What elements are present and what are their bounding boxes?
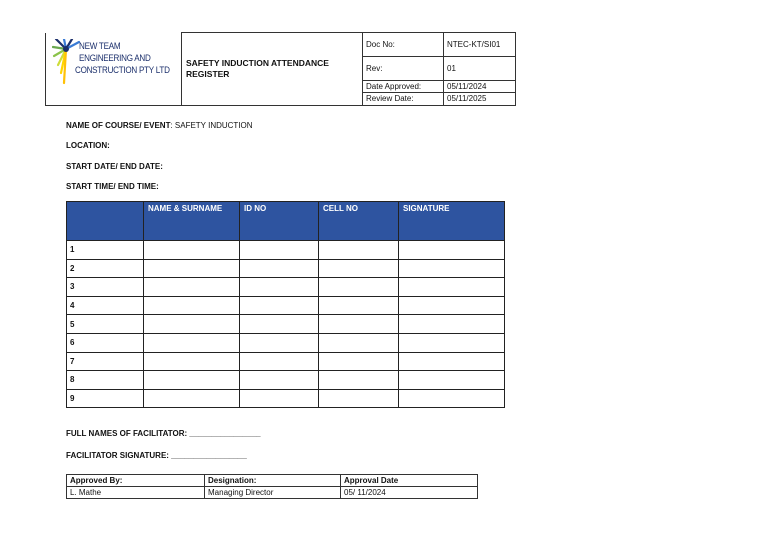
course-value: : SAFETY INDUCTION [170,121,253,130]
row-number: 6 [67,333,144,352]
cell-no-cell[interactable] [319,296,399,315]
id-cell[interactable] [240,296,319,315]
times-field [66,182,159,191]
id-cell[interactable] [240,333,319,352]
times-label: START TIME/ END TIME: [66,182,159,191]
signature-cell[interactable] [399,352,505,371]
date-approved-value: 05/11/2024 [444,81,516,93]
company-name-line3: CONSTRUCTION PTY LTD [75,64,170,76]
attendance-header-row [67,202,505,241]
cell-no-cell[interactable] [319,371,399,390]
row-number: 8 [67,371,144,390]
cell-no-cell[interactable] [319,315,399,334]
date-approved-label: Date Approved: [363,81,444,93]
location-label: LOCATION: [66,141,110,150]
doc-no-value: NTEC-KT/SI01 [444,33,516,57]
table-row [67,259,505,278]
doc-no-label: Doc No: [363,33,444,57]
name-cell[interactable] [144,371,240,390]
logo-cell [46,33,182,106]
table-row [67,371,505,390]
column-header-name: NAME & SURNAME [144,202,240,241]
signature-cell[interactable] [399,259,505,278]
cell-no-cell[interactable] [319,352,399,371]
column-header-id: ID NO [240,202,319,241]
table-row [67,296,505,315]
dates-field [66,162,163,171]
signature-cell[interactable] [399,371,505,390]
review-date-label: Review Date: [363,93,444,105]
column-header-cell: CELL NO [319,202,399,241]
document-title: SAFETY INDUCTION ATTENDANCE REGISTER [182,33,363,106]
dates-label: START DATE/ END DATE: [66,162,163,171]
approval-date-label: Approval Date [341,475,478,487]
row-number: 2 [67,259,144,278]
signature-cell[interactable] [399,315,505,334]
row-number: 9 [67,389,144,408]
name-cell[interactable] [144,278,240,297]
column-header-number [67,202,144,241]
column-header-signature: SIGNATURE [399,202,505,241]
name-cell[interactable] [144,389,240,408]
rev-value: 01 [444,57,516,81]
signature-cell[interactable] [399,389,505,408]
company-logo [49,33,178,105]
signature-cell[interactable] [399,241,505,260]
designation-label: Designation: [205,475,341,487]
id-cell[interactable] [240,389,319,408]
row-number: 5 [67,315,144,334]
name-cell[interactable] [144,296,240,315]
id-cell[interactable] [240,259,319,278]
facilitator-signature-field[interactable]: FACILITATOR SIGNATURE: _________________ [66,451,247,460]
company-name-line2: ENGINEERING AND [79,52,151,64]
rev-label: Rev: [363,57,444,81]
cell-no-cell[interactable] [319,259,399,278]
approval-date-value: 05/ 11/2024 [341,487,478,499]
signature-cell[interactable] [399,278,505,297]
designation-value: Managing Director [205,487,341,499]
table-row [67,352,505,371]
id-cell[interactable] [240,371,319,390]
table-row [67,278,505,297]
review-date-value: 05/11/2025 [444,93,516,105]
name-cell[interactable] [144,315,240,334]
approved-by-value: L. Mathe [67,487,205,499]
name-cell[interactable] [144,259,240,278]
facilitator-names-field[interactable]: FULL NAMES OF FACILITATOR: ________________ [66,429,261,438]
row-number: 4 [67,296,144,315]
row-number: 7 [67,352,144,371]
row-number: 3 [67,278,144,297]
course-field [66,121,253,130]
company-name-line1: NEW TEAM [79,40,121,52]
table-row [67,389,505,408]
cell-no-cell[interactable] [319,333,399,352]
cell-no-cell[interactable] [319,241,399,260]
table-row [67,333,505,352]
approved-by-label: Approved By: [67,475,205,487]
name-cell[interactable] [144,333,240,352]
location-field [66,141,110,150]
row-number: 1 [67,241,144,260]
signature-cell[interactable] [399,296,505,315]
name-cell[interactable] [144,241,240,260]
table-row [67,241,505,260]
id-cell[interactable] [240,315,319,334]
table-row [67,315,505,334]
id-cell[interactable] [240,241,319,260]
approval-value-row [67,487,478,499]
course-label: NAME OF COURSE/ EVENT [66,121,171,130]
attendance-table [66,201,505,408]
approval-header-row [67,475,478,487]
document-header [45,32,516,106]
name-cell[interactable] [144,352,240,371]
cell-no-cell[interactable] [319,278,399,297]
id-cell[interactable] [240,278,319,297]
signature-cell[interactable] [399,333,505,352]
id-cell[interactable] [240,352,319,371]
cell-no-cell[interactable] [319,389,399,408]
approval-table [66,474,478,499]
